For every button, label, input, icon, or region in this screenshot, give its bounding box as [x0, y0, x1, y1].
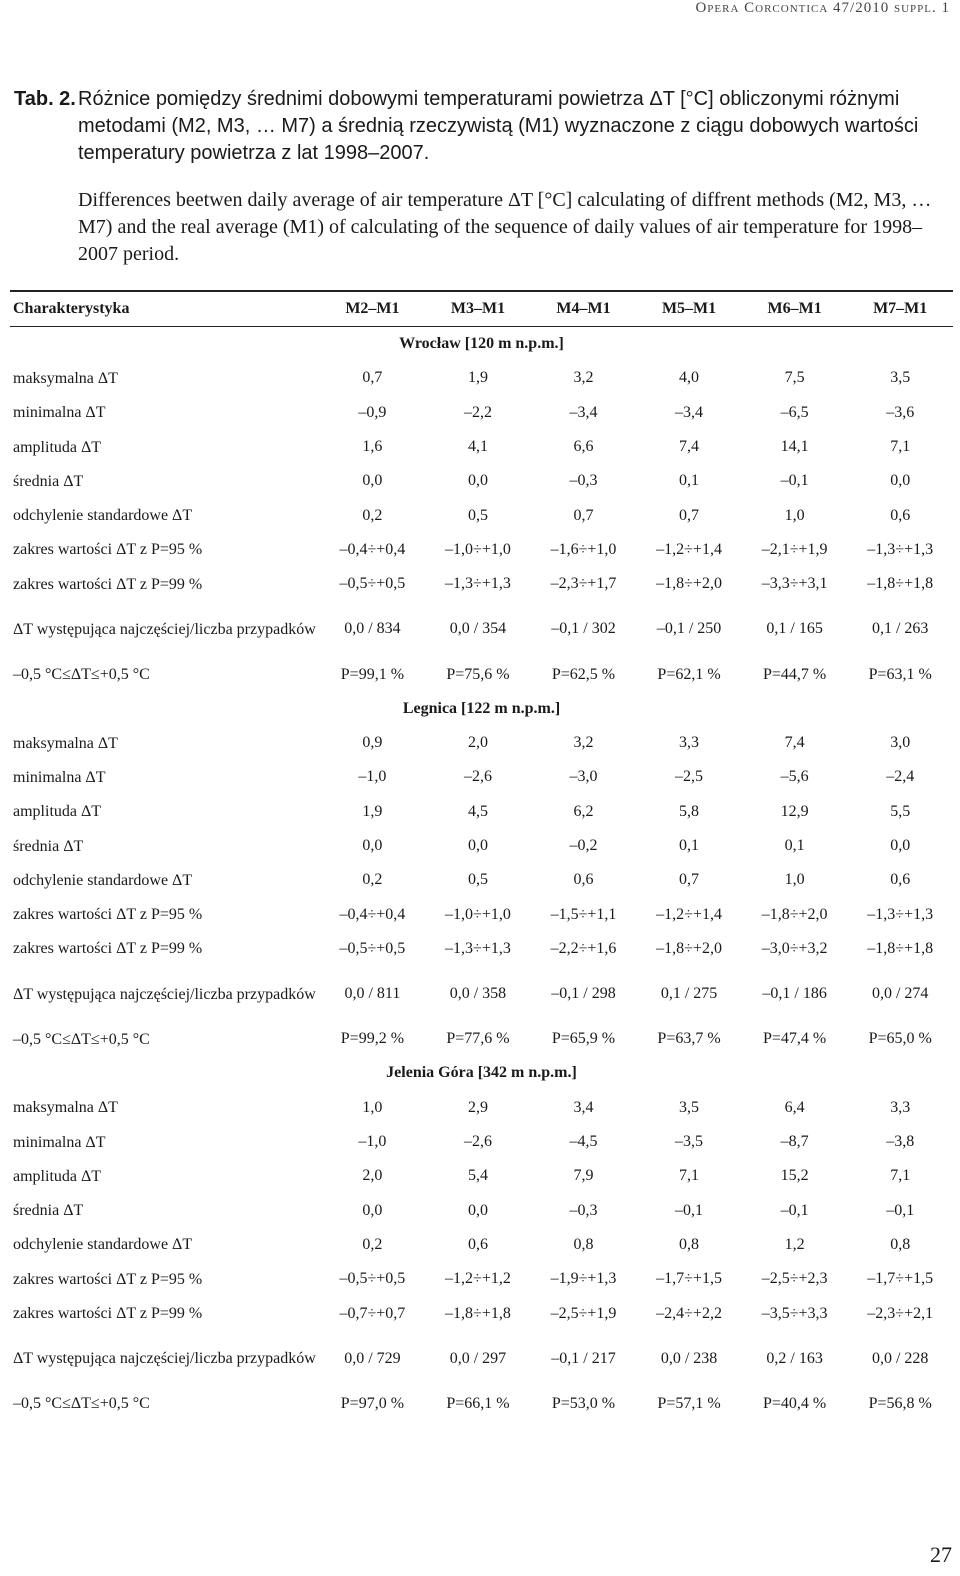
table-row: [10, 966, 953, 1022]
table-cell: –2,3÷+1,7: [550, 575, 617, 593]
table-cell: 0,0: [467, 837, 488, 854]
column-header: M7–M1: [847, 291, 953, 327]
table-row: [10, 1262, 953, 1296]
station-row: [10, 327, 953, 362]
table-cell: 1,0: [784, 871, 805, 889]
table-cell: P=75,6 %: [446, 665, 510, 683]
table-row: [10, 601, 953, 657]
table-cell: –3,8: [886, 1133, 915, 1151]
table-cell: –8,7: [780, 1133, 809, 1151]
table-cell: 0,2: [362, 1235, 383, 1253]
column-header: M2–M1: [320, 291, 426, 327]
row-label: –0,5 °C≤ΔT≤+0,5 °C: [13, 1395, 150, 1413]
row-label: zakres wartości ΔT z P=99 %: [13, 1305, 203, 1323]
table-cell: 12,9: [780, 802, 809, 820]
table-cell: P=65,9 %: [551, 1030, 616, 1048]
table-cell: 0,1 / 263: [871, 620, 929, 638]
table-cell: –1,6÷+1,0: [550, 540, 617, 558]
table-cell: 1,6: [362, 438, 383, 456]
table-cell: 3,2: [573, 369, 594, 387]
table-row: [10, 726, 953, 760]
column-header: M5–M1: [636, 291, 742, 327]
table-cell: –1,8÷+2,0: [761, 905, 828, 923]
table-cell: –2,2: [463, 403, 492, 421]
table-row: [10, 897, 953, 931]
table-cell: –0,3: [569, 472, 598, 490]
table-cell: –2,3÷+2,1: [867, 1304, 934, 1322]
table-cell: –3,5÷+3,3: [761, 1304, 828, 1322]
table-cell: 0,1 / 275: [660, 985, 718, 1003]
row-label: ΔT występująca najczęściej/liczba przypadków: [13, 620, 316, 638]
table-row: [10, 1125, 953, 1159]
table-cell: 7,5: [784, 369, 805, 387]
table-cell: –1,9÷+1,3: [550, 1270, 617, 1288]
table-cell: P=63,1 %: [868, 665, 932, 683]
row-label: amplituda ΔT: [13, 438, 102, 456]
table-cell: –2,4÷+2,2: [656, 1304, 722, 1322]
row-label: ΔT występująca najczęściej/liczba przypadków: [13, 985, 316, 1003]
table-cell: 5,4: [467, 1167, 488, 1185]
row-label: amplituda ΔT: [13, 803, 102, 821]
table-cell: 4,0: [679, 369, 700, 387]
table-cell: 0,0 / 729: [344, 1349, 401, 1367]
table-number: Tab. 2.: [14, 88, 76, 110]
table-cell: 0,9: [362, 734, 383, 752]
table-cell: –0,5÷+0,5: [339, 1270, 406, 1288]
table-cell: 0,0 / 354: [449, 620, 507, 638]
table-cell: –1,8÷+2,0: [656, 575, 722, 593]
table-cell: 0,8: [890, 1235, 911, 1253]
table-cell: 7,9: [573, 1167, 594, 1185]
table-cell: –3,6: [886, 403, 915, 421]
table-cell: 3,4: [573, 1098, 594, 1116]
table-cell: 3,0: [890, 734, 911, 752]
station-row: [10, 1056, 953, 1090]
table-row: [10, 829, 953, 863]
table-row: [10, 1091, 953, 1125]
table-cell: –2,6: [463, 768, 492, 786]
table-cell: 3,5: [679, 1098, 700, 1116]
journal-header: Opera Corcontica 47/2010 suppl. 1: [695, 0, 950, 16]
table-cell: 0,7: [362, 369, 383, 387]
table-cell: 0,0: [467, 1201, 488, 1219]
table-cell: P=97,0 %: [340, 1394, 405, 1412]
row-label: zakres wartości ΔT z P=95 %: [13, 541, 203, 559]
table-cell: P=66,1 %: [446, 1394, 510, 1412]
row-label: maksymalna ΔT: [13, 734, 118, 752]
table-cell: 0,7: [573, 506, 594, 524]
table-cell: –1,7÷+1,5: [656, 1270, 722, 1288]
table-row: [10, 657, 953, 691]
table-cell: 0,1: [679, 837, 700, 854]
row-label: odchylenie standardowe ΔT: [13, 507, 193, 525]
table-row: [10, 361, 953, 395]
table-cell: P=62,1 %: [657, 665, 721, 683]
table-cell: 6,6: [573, 438, 594, 456]
table-cell: 0,0: [362, 1201, 383, 1219]
table-cell: 7,4: [784, 734, 805, 752]
table-cell: 4,5: [467, 802, 488, 820]
station-heading: Wrocław [120 m n.p.m.]: [399, 335, 564, 353]
table-cell: 0,1: [679, 472, 700, 490]
table-cell: P=53,0 %: [551, 1394, 616, 1412]
table-row: [10, 396, 953, 430]
table-row: [10, 1331, 953, 1387]
table-cell: 0,8: [573, 1235, 594, 1253]
table-cell: –0,1 / 186: [762, 985, 827, 1003]
row-label: minimalna ΔT: [13, 768, 106, 786]
table-cell: –5,6: [780, 768, 809, 786]
table-cell: 0,2: [362, 871, 383, 889]
table-row: [10, 1228, 953, 1262]
table-row: [10, 533, 953, 567]
row-label: zakres wartości ΔT z P=95 %: [13, 906, 203, 924]
row-label: minimalna ΔT: [13, 1133, 106, 1151]
table-row: [10, 498, 953, 532]
table-cell: –0,2: [569, 837, 598, 854]
table-cell: –2,2÷+1,6: [550, 939, 617, 957]
table-cell: –2,5: [675, 768, 704, 786]
table-cell: P=77,6 %: [446, 1030, 510, 1048]
row-label: maksymalna ΔT: [13, 1099, 118, 1117]
table-cell: 0,0: [890, 837, 911, 854]
table-cell: 0,0: [362, 837, 383, 854]
table-cell: –3,0÷+3,2: [761, 939, 828, 957]
table-cell: P=44,7 %: [762, 665, 827, 683]
table-cell: –2,5÷+2,3: [761, 1270, 828, 1288]
table-cell: 0,7: [679, 506, 700, 524]
station-row: [10, 692, 953, 726]
table-cell: 0,6: [890, 871, 911, 889]
table-cell: –3,0: [569, 768, 598, 786]
table-cell: 7,1: [890, 1167, 911, 1185]
table-cell: 2,0: [467, 734, 488, 752]
table-cell: 0,6: [573, 871, 594, 889]
table-cell: 1,2: [784, 1235, 805, 1253]
table-cell: –1,5÷+1,1: [550, 905, 617, 923]
table-cell: 0,1 / 165: [766, 620, 823, 638]
table-cell: 0,0 / 297: [449, 1349, 507, 1367]
data-table: [10, 290, 953, 1421]
table-cell: P=63,7 %: [657, 1030, 721, 1048]
table-cell: 6,4: [784, 1098, 805, 1116]
table-cell: –1,0: [358, 768, 387, 786]
table-row: [10, 1387, 953, 1421]
table-cell: 3,3: [890, 1098, 911, 1116]
table-cell: 6,2: [573, 802, 594, 820]
table-cell: –1,8÷+1,8: [867, 575, 934, 593]
table-cell: –1,2÷+1,4: [656, 905, 722, 923]
table-cell: –0,5÷+0,5: [339, 575, 406, 593]
caption-polish: Różnice pomiędzy średnimi dobowymi temperaturami powietrza ΔT [°C] obliczonymi różnymi metodami (M2, M3, … M7) a średnią rzeczywistą (M1) wyznaczone z ciągu dobowych wartości temperatury powietrza z lat 1998–2007.: [78, 88, 919, 164]
table-cell: 7,1: [890, 438, 911, 456]
row-label: ΔT występująca najczęściej/liczba przypadków: [13, 1350, 316, 1368]
table-cell: 0,6: [467, 1235, 488, 1253]
table-cell: –3,4: [675, 403, 704, 421]
row-label: zakres wartości ΔT z P=99 %: [13, 575, 203, 593]
table-cell: –0,1: [886, 1201, 915, 1219]
table-cell: P=99,1 %: [340, 665, 405, 683]
row-label: średnia ΔT: [13, 472, 84, 490]
table-cell: –1,8÷+2,0: [656, 939, 722, 957]
table-cell: 5,5: [890, 802, 911, 820]
table-cell: –1,0: [358, 1133, 387, 1151]
table-caption: [14, 86, 934, 268]
table-cell: –0,1 / 298: [551, 985, 616, 1003]
table-cell: 7,4: [679, 438, 700, 456]
table-cell: 3,5: [890, 369, 911, 387]
page-number: 27: [930, 1542, 952, 1567]
table-cell: 5,8: [679, 802, 700, 820]
table-cell: 0,2 / 163: [766, 1349, 823, 1367]
table-cell: –1,3÷+1,3: [445, 939, 511, 957]
row-label: maksymalna ΔT: [13, 369, 118, 387]
table-row: [10, 760, 953, 794]
table-cell: –1,7÷+1,5: [867, 1270, 934, 1288]
station-heading: Jelenia Góra [342 m n.p.m.]: [386, 1064, 577, 1082]
table-row: [10, 1159, 953, 1193]
table-cell: 1,9: [467, 369, 488, 387]
table-cell: –3,5: [675, 1133, 704, 1151]
table-header-row: [10, 291, 953, 327]
table-cell: P=40,4 %: [762, 1394, 827, 1412]
table-cell: –3,4: [569, 403, 598, 421]
column-header: M6–M1: [742, 291, 848, 327]
table-cell: 0,0: [467, 472, 488, 490]
table-cell: –0,4÷+0,4: [339, 905, 406, 923]
table-cell: 0,0 / 238: [660, 1349, 718, 1367]
table-cell: –1,8÷+1,8: [445, 1304, 511, 1322]
station-heading: Legnica [122 m n.p.m.]: [402, 699, 561, 717]
table-cell: P=65,0 %: [868, 1030, 932, 1048]
table-cell: –0,3: [569, 1201, 598, 1219]
table-row: [10, 430, 953, 464]
table-cell: 0,5: [467, 871, 488, 889]
table-cell: –0,1: [780, 472, 809, 490]
table-cell: –1,3÷+1,3: [867, 540, 934, 558]
table-cell: 14,1: [780, 438, 809, 456]
table-cell: 0,0 / 834: [344, 620, 401, 638]
table-cell: –2,1÷+1,9: [761, 540, 828, 558]
table-cell: –1,3÷+1,3: [445, 575, 511, 593]
table-cell: –0,1: [675, 1201, 704, 1219]
table-cell: P=99,2 %: [340, 1030, 405, 1048]
table-cell: 2,9: [467, 1098, 488, 1116]
table-cell: –0,9: [358, 403, 387, 421]
column-header: Charakterystyka: [10, 291, 320, 327]
row-label: odchylenie standardowe ΔT: [13, 1236, 193, 1254]
table-cell: –4,5: [569, 1133, 598, 1151]
table-row: [10, 932, 953, 966]
table-cell: 1,0: [362, 1098, 383, 1116]
row-label: średnia ΔT: [13, 1202, 84, 1220]
table-row: [10, 1194, 953, 1228]
table-row: [10, 1296, 953, 1330]
table-cell: –0,1 / 217: [551, 1349, 616, 1367]
table-cell: –2,4: [886, 768, 915, 786]
table-row: [10, 464, 953, 498]
table-cell: –0,7÷+0,7: [339, 1304, 406, 1322]
table-cell: P=62,5 %: [551, 665, 616, 683]
table-cell: 7,1: [679, 1167, 700, 1185]
row-label: –0,5 °C≤ΔT≤+0,5 °C: [13, 1030, 150, 1048]
column-header: M3–M1: [425, 291, 531, 327]
table-cell: 4,1: [467, 438, 488, 456]
table-cell: 0,0 / 358: [449, 985, 507, 1003]
table-row: [10, 1022, 953, 1056]
column-header: M4–M1: [531, 291, 637, 327]
table-row: [10, 795, 953, 829]
table-cell: 0,0 / 811: [344, 985, 401, 1003]
table-cell: –3,3÷+3,1: [761, 575, 828, 593]
row-label: odchylenie standardowe ΔT: [13, 871, 193, 889]
table-cell: –2,6: [463, 1133, 492, 1151]
table-cell: 1,9: [362, 802, 383, 820]
table-cell: 0,1: [784, 837, 805, 854]
table-cell: –1,0÷+1,0: [445, 540, 511, 558]
row-label: –0,5 °C≤ΔT≤+0,5 °C: [13, 666, 150, 684]
table-cell: –0,5÷+0,5: [339, 939, 406, 957]
table-cell: 3,2: [573, 734, 594, 752]
table-cell: P=47,4 %: [762, 1030, 827, 1048]
table-cell: –6,5: [780, 403, 809, 421]
table-cell: 0,0: [362, 472, 383, 490]
table-cell: 0,2: [362, 506, 383, 524]
table-cell: 1,0: [784, 506, 805, 524]
caption-english: Differences beetwen daily average of air temperature ΔT [°C] calculating of diffrent methods (M2, M3, … M7) and the real average (M1) of calculating of the sequence of daily values of air temperature for 1998–2007 period.: [78, 189, 932, 265]
row-label: amplituda ΔT: [13, 1167, 102, 1185]
table-cell: 15,2: [780, 1167, 809, 1185]
table-cell: –1,2÷+1,2: [445, 1270, 511, 1288]
table-cell: 0,8: [679, 1235, 700, 1253]
table-row: [10, 863, 953, 897]
table-cell: –1,0÷+1,0: [445, 905, 511, 923]
table-row: [10, 567, 953, 601]
table-cell: 3,3: [679, 734, 700, 752]
row-label: minimalna ΔT: [13, 404, 106, 422]
table-cell: –0,4÷+0,4: [339, 540, 406, 558]
table-cell: –1,3÷+1,3: [867, 905, 934, 923]
table-cell: P=57,1 %: [657, 1394, 721, 1412]
table-cell: 0,5: [467, 506, 488, 524]
row-label: zakres wartości ΔT z P=99 %: [13, 940, 203, 958]
table-cell: 0,7: [679, 871, 700, 889]
table-cell: 0,0 / 228: [871, 1349, 929, 1367]
row-label: średnia ΔT: [13, 837, 84, 855]
table-cell: –1,8÷+1,8: [867, 939, 934, 957]
table-cell: –1,2÷+1,4: [656, 540, 722, 558]
table-cell: 0,0 / 274: [871, 985, 929, 1003]
row-label: zakres wartości ΔT z P=95 %: [13, 1270, 203, 1288]
table-cell: 0,6: [890, 506, 911, 524]
table-cell: 0,0: [890, 472, 911, 490]
table-cell: –0,1: [780, 1201, 809, 1219]
table-cell: –2,5÷+1,9: [550, 1304, 617, 1322]
table-cell: –0,1 / 250: [656, 620, 722, 638]
table-cell: 2,0: [362, 1167, 383, 1185]
table-cell: P=56,8 %: [868, 1394, 932, 1412]
table-cell: –0,1 / 302: [551, 620, 616, 638]
